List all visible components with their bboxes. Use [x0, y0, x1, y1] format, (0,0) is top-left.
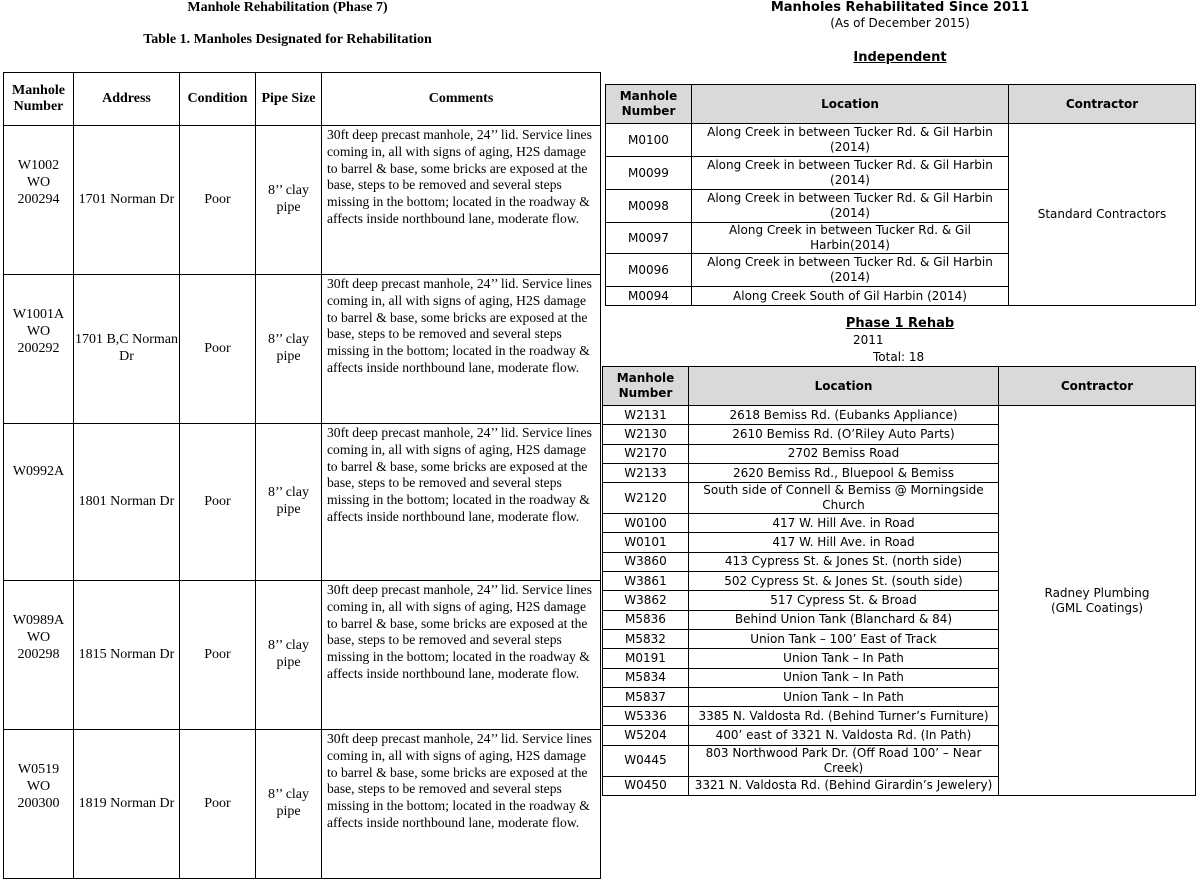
- table-row: [606, 124, 1196, 157]
- manhole-id: W0989A: [12, 613, 65, 628]
- manhole-id: W0992A: [12, 464, 65, 479]
- location-cell: Along Creek in between Tucker Rd. & Gil Harbin (2014): [692, 190, 1009, 223]
- address-cell: 1701 B,C Norman Dr: [74, 275, 180, 424]
- location-cell: 803 Northwood Park Dr. (Off Road 100’ – Near Creek): [689, 745, 999, 776]
- independent-heading: Independent: [853, 50, 947, 65]
- work-order-label: WO: [26, 323, 51, 339]
- work-order-label: WO: [26, 629, 51, 645]
- table-caption: Table 1. Manholes Designated for Rehabilitation: [143, 32, 432, 47]
- location-cell: Along Creek in between Tucker Rd. & Gil Harbin (2014): [692, 157, 1009, 190]
- table-row: [603, 406, 1196, 425]
- location-cell: 3321 N. Valdosta Rd. (Behind Girardin’s Jewelery): [689, 776, 999, 795]
- condition-cell: Poor: [180, 730, 256, 879]
- header-location: Location: [692, 85, 1009, 124]
- header-manhole-number: Manhole Number: [603, 367, 689, 406]
- work-order-number: 200294: [17, 191, 60, 207]
- location-cell: 517 Cypress St. & Broad: [689, 591, 999, 610]
- location-cell: South side of Connell & Bemiss @ Morningside Church: [689, 483, 999, 514]
- manhole-cell: M0100: [606, 124, 692, 157]
- table-header-row: [4, 73, 601, 126]
- address-cell: 1801 Norman Dr: [74, 424, 180, 581]
- contractor-name: Radney Plumbing: [1044, 585, 1150, 600]
- location-cell: Union Tank – 100’ East of Track: [689, 629, 999, 648]
- rehabilitated-section: [600, 0, 1200, 793]
- manhole-number-cell: [4, 730, 74, 879]
- work-order-number: 200300: [17, 795, 60, 811]
- header-contractor: Contractor: [1009, 85, 1196, 124]
- location-cell: Union Tank – In Path: [689, 649, 999, 668]
- condition-cell: Poor: [180, 581, 256, 730]
- manhole-number-cell: [4, 275, 74, 424]
- work-order-label: WO: [26, 174, 51, 190]
- location-cell: 400’ east of 3321 N. Valdosta Rd. (In Path): [689, 726, 999, 745]
- comments-cell: 30ft deep precast manhole, 24’’ lid. Service lines coming in, all with signs of aging, H2S damage to barrel & base, some bricks are exposed at the base, steps to be removed and several steps missing in the bottom; located in the roadway & affects inside northbound lane, moderate flow.: [322, 424, 601, 581]
- location-cell: 2620 Bemiss Rd., Bluepool & Bemiss: [689, 463, 999, 482]
- table-row: [4, 424, 601, 581]
- table-row: [4, 126, 601, 275]
- table-header-row: [606, 85, 1196, 124]
- pipe-size-cell: 8’’ clay pipe: [256, 275, 322, 424]
- pipe-size-cell: 8’’ clay pipe: [256, 424, 322, 581]
- manhole-cell: M0094: [606, 287, 692, 306]
- manhole-cell: W0450: [603, 776, 689, 795]
- manhole-cell: M0096: [606, 254, 692, 287]
- pipe-size-cell: 8’’ clay pipe: [256, 126, 322, 275]
- location-cell: 417 W. Hill Ave. in Road: [689, 514, 999, 533]
- table-row: [4, 275, 601, 424]
- manhole-id: W0519: [17, 762, 60, 777]
- header-manhole-number: Manhole Number: [606, 85, 692, 124]
- comments-cell: 30ft deep precast manhole, 24’’ lid. Service lines coming in, all with signs of aging, H2S damage to barrel & base, some bricks are exposed at the base, steps to be removed and several steps missing in the bottom; located in the roadway & affects inside northbound lane, moderate flow.: [322, 581, 601, 730]
- condition-cell: Poor: [180, 126, 256, 275]
- phase1-year: 2011: [853, 333, 884, 347]
- phase1-table: [602, 366, 1196, 796]
- header-condition: Condition: [180, 73, 256, 126]
- manhole-cell: M5837: [603, 687, 689, 706]
- contractor-cell: Standard Contractors: [1009, 124, 1196, 306]
- pipe-size-cell: 8’’ clay pipe: [256, 581, 322, 730]
- manhole-cell: M5834: [603, 668, 689, 687]
- phase7-section: [0, 0, 600, 830]
- manhole-id: W1002: [17, 158, 60, 173]
- manhole-cell: M5836: [603, 610, 689, 629]
- independent-table: [605, 84, 1196, 306]
- location-cell: 502 Cypress St. & Jones St. (south side): [689, 572, 999, 591]
- manhole-cell: W2130: [603, 425, 689, 444]
- header-comments: Comments: [322, 73, 601, 126]
- work-order-label: WO: [26, 778, 51, 794]
- comments-cell: 30ft deep precast manhole, 24’’ lid. Service lines coming in, all with signs of aging, H2S damage to barrel & base, some bricks are exposed at the base, steps to be removed and several steps missing in the bottom; located in the roadway & affects inside northbound lane, moderate flow.: [322, 275, 601, 424]
- address-cell: 1701 Norman Dr: [74, 126, 180, 275]
- location-cell: Union Tank – In Path: [689, 687, 999, 706]
- header-manhole-number: Manhole Number: [4, 73, 74, 126]
- manhole-number-cell: [4, 581, 74, 730]
- designated-manholes-table: [3, 72, 601, 879]
- location-cell: 2610 Bemiss Rd. (O’Riley Auto Parts): [689, 425, 999, 444]
- manhole-number-cell: [4, 424, 74, 581]
- manhole-cell: W0101: [603, 533, 689, 552]
- manhole-cell: W3860: [603, 552, 689, 571]
- manhole-cell: W5336: [603, 707, 689, 726]
- rehabilitated-title: Manholes Rehabilitated Since 2011: [770, 0, 1030, 15]
- address-cell: 1819 Norman Dr: [74, 730, 180, 879]
- header-pipe-size: Pipe Size: [256, 73, 322, 126]
- location-cell: 417 W. Hill Ave. in Road: [689, 533, 999, 552]
- manhole-id: W1001A: [12, 307, 65, 322]
- manhole-cell: W2120: [603, 483, 689, 514]
- rehabilitated-subtitle: (As of December 2015): [830, 16, 970, 30]
- table-row: [4, 730, 601, 879]
- manhole-cell: W2170: [603, 444, 689, 463]
- location-cell: 2618 Bemiss Rd. (Eubanks Appliance): [689, 406, 999, 425]
- manhole-cell: W3862: [603, 591, 689, 610]
- comments-cell: 30ft deep precast manhole, 24’’ lid. Service lines coming in, all with signs of aging, H2S damage to barrel & base, some bricks are exposed at the base, steps to be removed and several steps missing in the bottom; located in the roadway & affects inside northbound lane, moderate flow.: [322, 126, 601, 275]
- pipe-size-cell: 8’’ clay pipe: [256, 730, 322, 879]
- header-location: Location: [689, 367, 999, 406]
- phase1-heading: Phase 1 Rehab: [845, 316, 955, 331]
- location-cell: 413 Cypress St. & Jones St. (north side): [689, 552, 999, 571]
- location-cell: Behind Union Tank (Blanchard & 84): [689, 610, 999, 629]
- contractor-subname: (GML Coatings): [1050, 600, 1144, 615]
- location-cell: Along Creek in between Tucker Rd. & Gil Harbin (2014): [692, 124, 1009, 157]
- location-cell: Along Creek South of Gil Harbin (2014): [692, 287, 1009, 306]
- manhole-cell: W5204: [603, 726, 689, 745]
- manhole-cell: W3861: [603, 572, 689, 591]
- table-header-row: [603, 367, 1196, 406]
- phase1-total: Total: 18: [873, 350, 925, 364]
- manhole-cell: M5832: [603, 629, 689, 648]
- location-cell: Along Creek in between Tucker Rd. & Gil Harbin (2014): [692, 254, 1009, 287]
- table-row: [4, 581, 601, 730]
- work-order-number: 200292: [17, 340, 60, 356]
- header-address: Address: [74, 73, 180, 126]
- condition-cell: Poor: [180, 424, 256, 581]
- location-cell: 3385 N. Valdosta Rd. (Behind Turner’s Furniture): [689, 707, 999, 726]
- manhole-cell: M0098: [606, 190, 692, 223]
- location-cell: Along Creek in between Tucker Rd. & Gil Harbin(2014): [692, 223, 1009, 254]
- header-contractor: Contractor: [999, 367, 1196, 406]
- manhole-number-cell: [4, 126, 74, 275]
- manhole-cell: M0097: [606, 223, 692, 254]
- condition-cell: Poor: [180, 275, 256, 424]
- location-cell: 2702 Bemiss Road: [689, 444, 999, 463]
- location-cell: Union Tank – In Path: [689, 668, 999, 687]
- work-order-number: 200298: [17, 646, 60, 662]
- manhole-cell: M0191: [603, 649, 689, 668]
- document-title: Manhole Rehabilitation (Phase 7): [187, 0, 388, 15]
- manhole-cell: W0445: [603, 745, 689, 776]
- contractor-cell: [999, 406, 1196, 796]
- manhole-cell: W2133: [603, 463, 689, 482]
- comments-cell: 30ft deep precast manhole, 24’’ lid. Service lines coming in, all with signs of aging, H2S damage to barrel & base, some bricks are exposed at the base, steps to be removed and several steps missing in the bottom; located in the roadway & affects inside northbound lane, moderate flow.: [322, 730, 601, 879]
- manhole-cell: W2131: [603, 406, 689, 425]
- address-cell: 1815 Norman Dr: [74, 581, 180, 730]
- manhole-cell: W0100: [603, 514, 689, 533]
- manhole-cell: M0099: [606, 157, 692, 190]
